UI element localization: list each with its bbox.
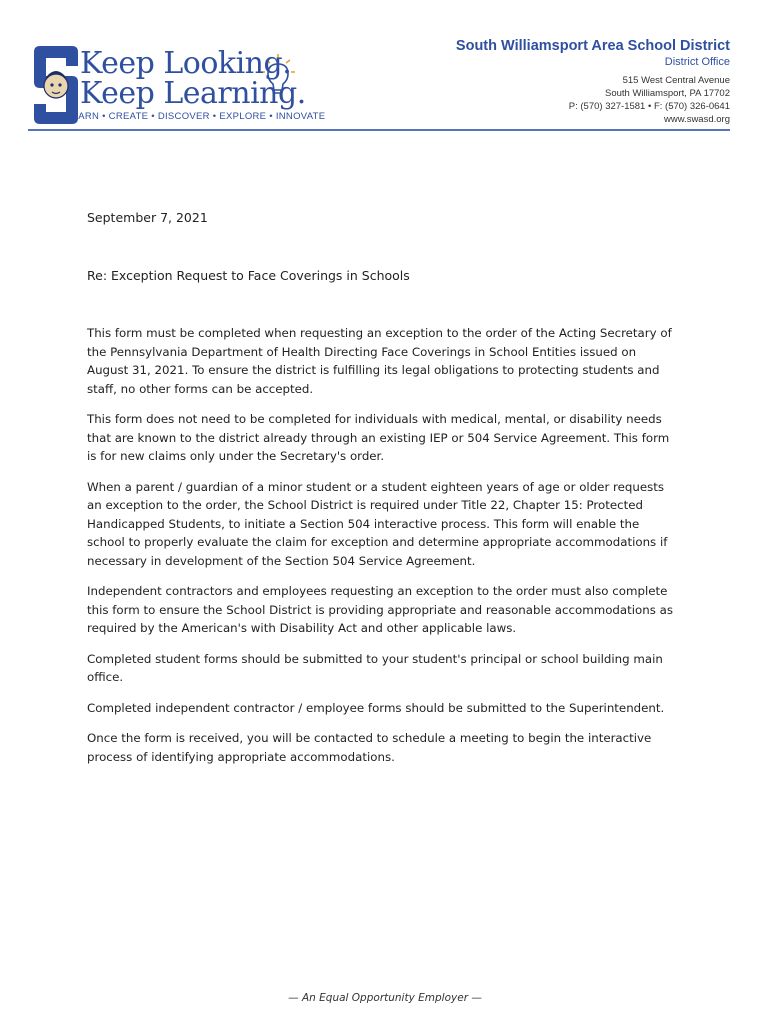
tagline: LEARN • CREATE • DISCOVER • EXPLORE • INNOVATE [66, 111, 326, 122]
address-line-2: South Williamsport, PA 17702 [605, 88, 730, 99]
address-line-1: 515 West Central Avenue [622, 75, 730, 86]
paragraph: When a parent / guardian of a minor student or a student eighteen years of age or older requests an exception to the order, the School District is required under Title 22, Chapter 15: Protected Handicapped Students, to initiate a Section 504 interactive process. This form will enable the school to properly evaluate the claim for exception and determine appropriate accommodations if necessary in development of the Section 504 Service Agreement. [87, 479, 668, 568]
slogan-line-1: Keep Looking. [80, 46, 292, 81]
letter-body [87, 324, 677, 778]
letter-date: September 7, 2021 [87, 210, 208, 225]
footer-eoe: — An Equal Opportunity Employer — [288, 992, 482, 1004]
district-office: District Office [664, 56, 730, 68]
website: www.swasd.org [664, 114, 730, 125]
paragraph: Completed independent contractor / employee forms should be submitted to the Superintendent. [87, 700, 665, 715]
paragraph: This form must be completed when requesting an exception to the order of the Acting Secretary of the Pennsylvania Department of Health Directing Face Coverings in School Entities issued on August 31, 2021. To ensure the district is fulfilling its legal obligations to protecting students and staff, no other forms can be accepted. [87, 326, 672, 396]
paragraph: Completed student forms should be submitted to your student's principal or school building main office. [87, 651, 663, 684]
paragraph: Once the form is received, you will be contacted to schedule a meeting to begin the interactive process of identifying appropriate accommodations. [87, 731, 652, 764]
paragraph: Independent contractors and employees requesting an exception to the order must also complete this form to ensure the School District is providing appropriate and reasonable accommodations as required by the American's with Disability Act and other applicable laws. [87, 584, 673, 635]
district-name: South Williamsport Area School District [455, 38, 730, 54]
header-divider [28, 129, 730, 131]
letter-subject: Re: Exception Request to Face Coverings in Schools [87, 268, 410, 283]
district-info [456, 38, 730, 126]
paragraph: This form does not need to be completed for individuals with medical, mental, or disability needs that are known to the district already through an existing IEP or 504 Service Agreement. This form is for new claims only under the Secretary's order. [87, 412, 670, 463]
phone-fax: P: (570) 327-1581 • F: (570) 326-0641 [568, 101, 730, 112]
slogan-line-2: Keep Learning. [80, 76, 306, 111]
